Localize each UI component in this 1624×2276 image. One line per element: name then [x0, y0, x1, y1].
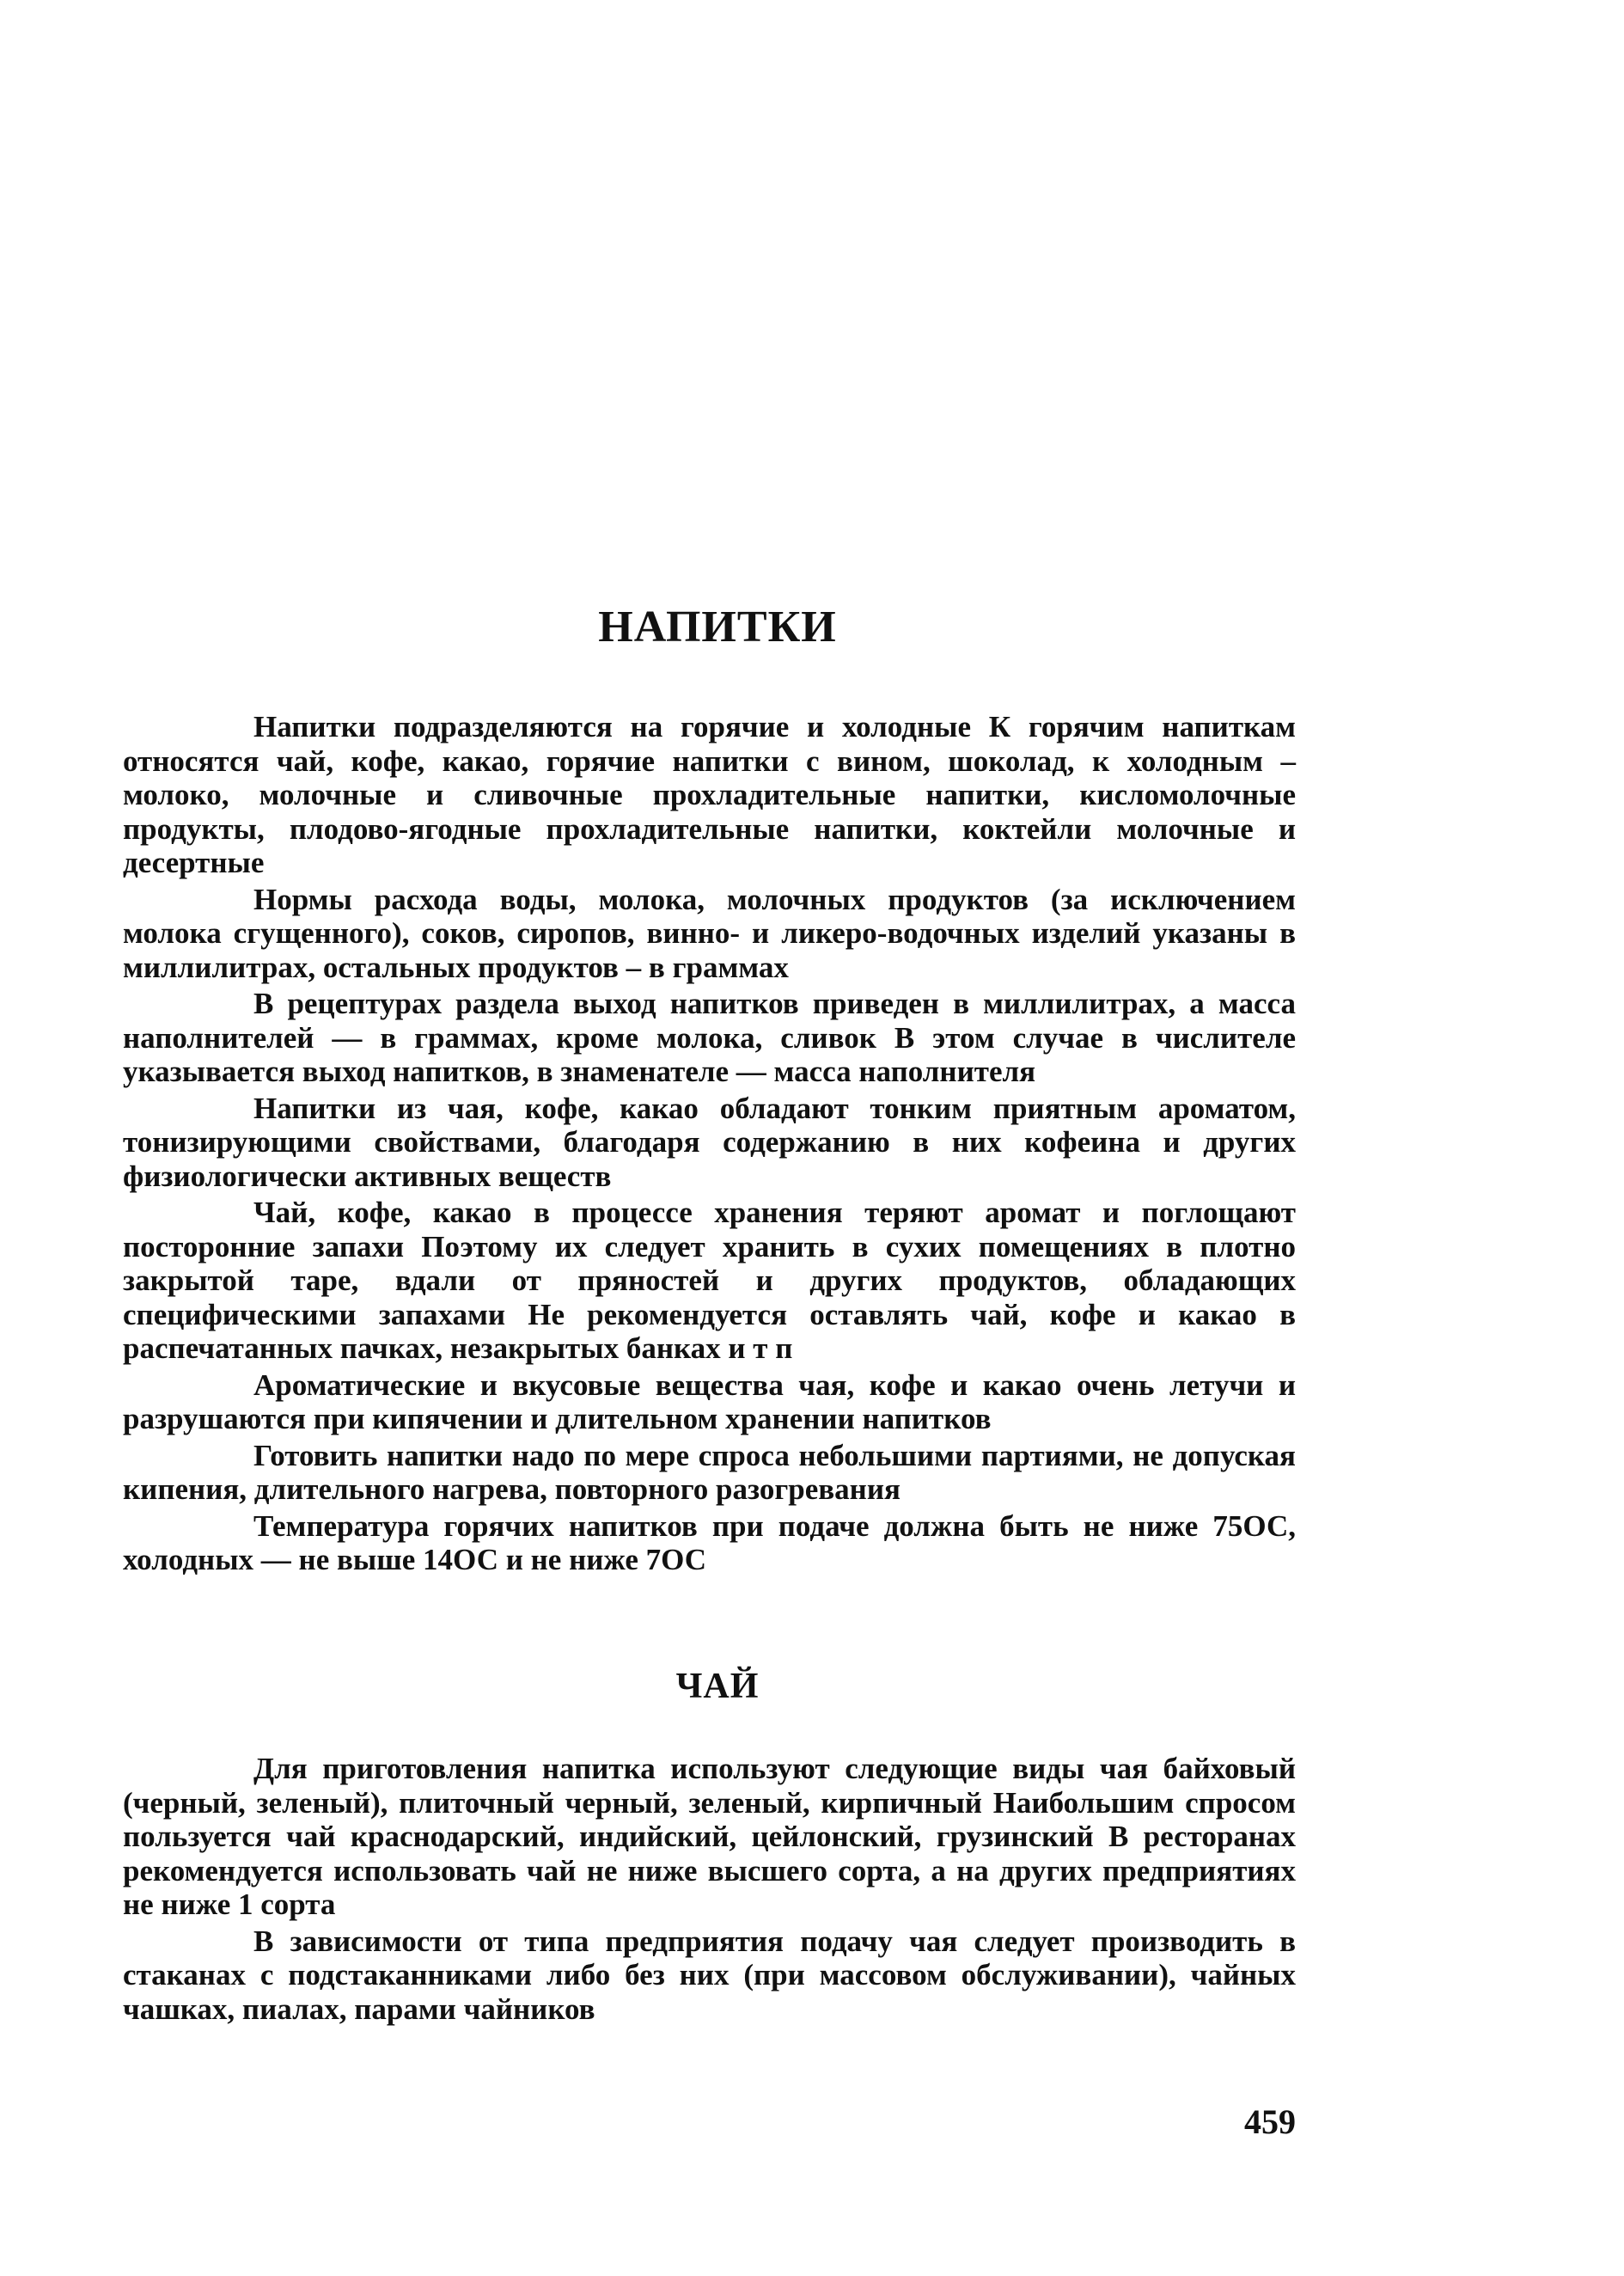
paragraph: Напитки из чая, кофе, какао обладают тонким приятным ароматом, тонизирующими свойствами, благодаря содержанию в них кофеина и других физиологически активных веществ: [123, 1091, 1296, 1193]
paragraph: Для приготовления напитка используют следующие виды чая байховый (черный, зеленый), плиточный черный, зеленый, кирпичный Наибольшим спросом пользуется чай краснодарский, индийский, цейлонский, грузинский В ресторанах рекомендуется использовать чай не ниже высшего сорта, а на других предприятиях не ниже 1 сорта: [123, 1752, 1296, 1921]
page-number: 459: [1244, 2102, 1296, 2141]
subsection-title: ЧАЙ: [675, 1667, 760, 1706]
paragraph: В рецептурах раздела выход напитков приведен в миллилитрах, а масса наполнителей — в граммах, кроме молока, сливок В этом случае в числителе указывается выход напитков, в знаменателе — масса наполнителя: [123, 987, 1296, 1088]
paragraph: В зависимости от типа предприятия подачу чая следует производить в стаканах с подстаканниками либо без них (при массовом обслуживании), чайных чашках, пиалах, парами чайников: [123, 1924, 1296, 2026]
paragraph: Чай, кофе, какао в процессе хранения теряют аромат и поглощают посторонние запахи Поэтому их следует хранить в сухих помещениях в плотно закрытой таре, вдали от пряностей и других продуктов, обладающих специфическими запахами Не рекомендуется оставлять чай, кофе и какао в распечатанных пачках, незакрытых банках и т п: [123, 1196, 1296, 1365]
section-body: [123, 710, 1296, 1580]
paragraph: Нормы расхода воды, молока, молочных продуктов (за исключением молока сгущенного), соков, сиропов, винно- и ликеро-водочных изделий указаны в миллилитрах, остальных продуктов – в граммах: [123, 882, 1296, 984]
paragraph: Температура горячих напитков при подаче должна быть не ниже 75ОС, холодных — не выше 14ОС и не ниже 7ОС: [123, 1508, 1296, 1576]
section-title: НАПИТКИ: [598, 603, 837, 652]
paragraph: Готовить напитки надо по мере спроса небольшими партиями, не допуская кипения, длительного нагрева, повторного разогревания: [123, 1438, 1296, 1506]
paragraph: Ароматические и вкусовые вещества чая, кофе и какао очень летучи и разрушаются при кипячении и длительном хранении напитков: [123, 1367, 1296, 1435]
paragraph: Напитки подразделяются на горячие и холодные К горячим напиткам относятся чай, кофе, какао, горячие напитки с вином, шоколад, к холодным – молоко, молочные и сливочные прохладительные напитки, кисломолочные продукты, плодово-ягодные прохладительные напитки, коктейли молочные и десертные: [123, 710, 1296, 879]
subsection-body: [123, 1752, 1296, 2028]
